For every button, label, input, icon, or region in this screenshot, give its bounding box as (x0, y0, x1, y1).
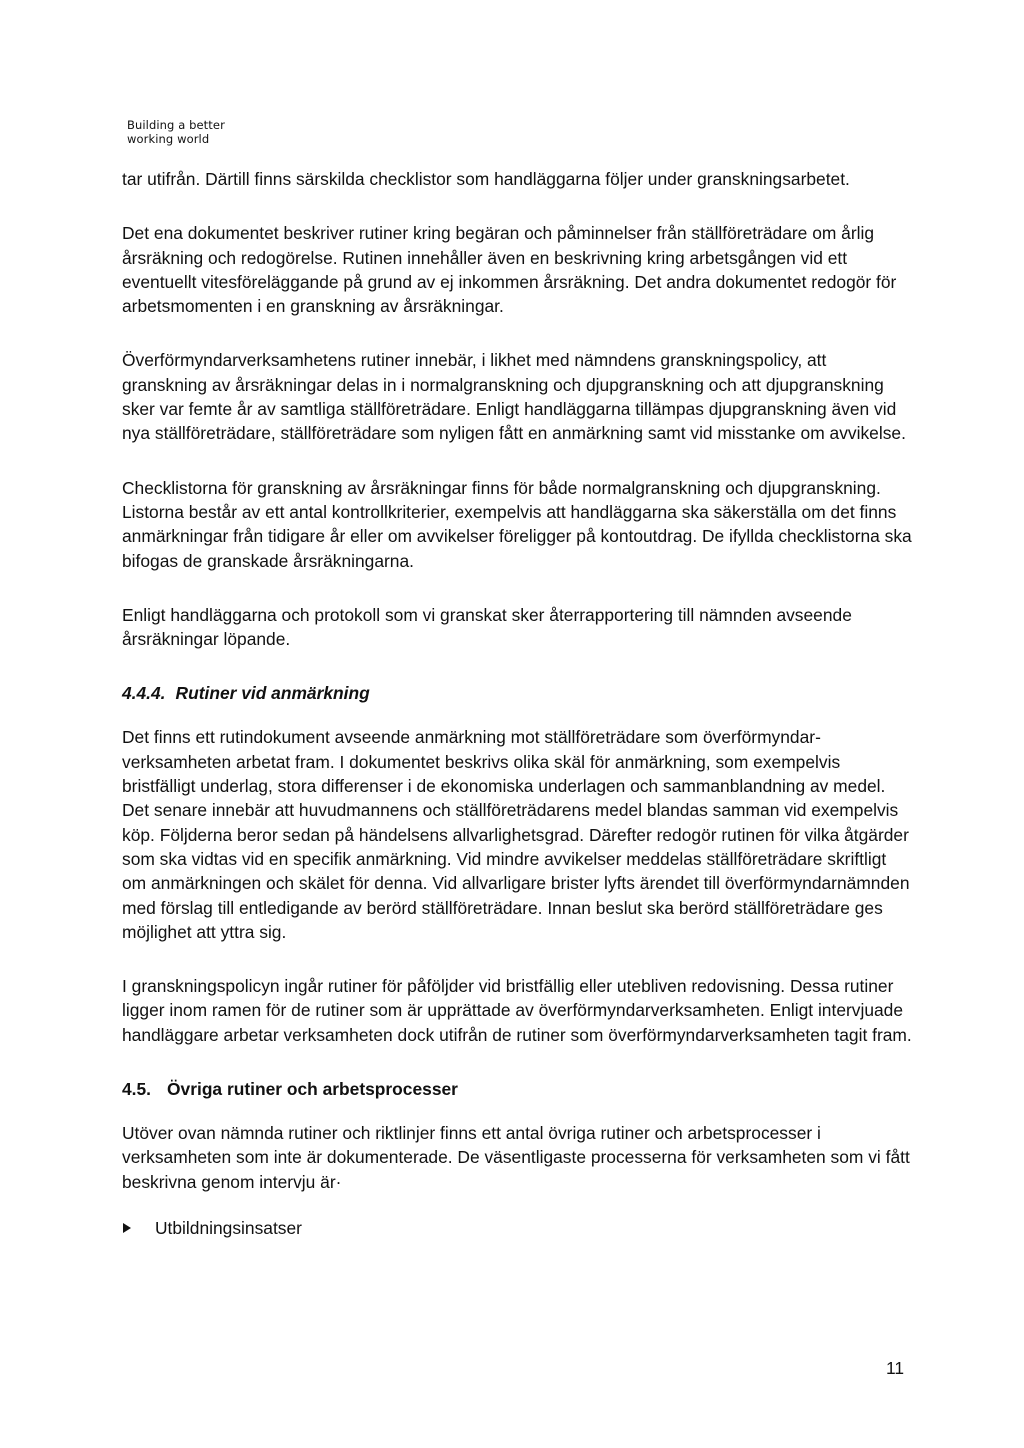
paragraph-checklists: Checklistorna för granskning av årsräkningar finns för både normalgranskning och djupgranskning. Listorna består av ett antal kontrollkriterier, exempelvis att handläggarna ska säkerställa om det finns anmärkningar från tidigare år eller om avvikelser föreligger på kontoutdrag. De ifyllda checklistorna ska bifogas de granskade årsräkningarna. (122, 477, 912, 571)
paragraph-sanctions: I granskningspolicyn ingår rutiner för påföljder vid bristfällig eller utebliven redovisning. Dessa rutiner ligger inom ramen för de rutiner som är upprättade av överförmyndarverksamheten. Enligt intervjuade handläggare arbetar verksamheten dock utifrån de rutiner som överförmyndarverksamheten tagit fram. (122, 976, 912, 1045)
section-number: 4.4.4. (122, 683, 166, 704)
section-number: 4.5. (122, 1079, 152, 1100)
section-title: Övriga rutiner och arbetsprocesser (167, 1079, 458, 1100)
paragraph-reporting: Enligt handläggarna och protokoll som vi granskat sker återrapportering till nämnden avseende årsräkningar löpande. (122, 604, 852, 650)
paragraph-intro-continuation: tar utifrån. Därtill finns särskilda checklistor som handläggarna följer under granskningsarbetet. (122, 169, 850, 189)
paragraph-remark-routine: Det finns ett rutindokument avseende anmärkning mot ställföreträdare som överförmyndarverksamheten arbetat fram. I dokumentet beskrivs olika skäl för anmärkning, som exempelvis bristfälligt underlag, stora differenser i de ekonomiska underlagen och sammanblandning av medel. Det senare innebär att huvudmannens och ställföreträdarens medel blandas samman vid exempelvis köp. Följderna beror sedan på händelsens allvarlighetsgrad. Därefter redogör rutinen för vilka åtgärder som ska vidtas vid en specifik anmärkning. Vid mindre avvikelser meddelas ställföreträdare skriftligt om anmärkningen och skälet för denna. Vid allvarligare brister lyfts ärendet till överförmyndarnämnden med förslag till entledigande av berörd ställföreträdare. Innan beslut ska berörd ställföreträdare ges möjlighet att yttra sig. (122, 727, 910, 942)
list-item (122, 1216, 912, 1240)
tagline-line-1: Building a better (127, 118, 225, 132)
section-title: Rutiner vid anmärkning (175, 683, 370, 704)
header-tagline (127, 118, 327, 146)
list-item-label: Utbildningsinsatser (155, 1217, 302, 1238)
tagline-line-2: working world (127, 132, 210, 146)
paragraph-audit-routines: Överförmyndarverksamhetens rutiner innebär, i likhet med nämndens granskningspolicy, att granskning av årsräkningar delas in i normalgranskning och djupgranskning och att djupgranskning sker var femte år av samtliga ställföreträdare. Enligt handläggarna tillämpas djupgranskning även vid nya ställföreträdare, ställföreträdare som nyligen fått en anmärkning samt vid misstanke om avvikelse. (122, 350, 906, 444)
triangle-bullet-icon (123, 1223, 131, 1233)
document-body (122, 167, 912, 1240)
section-heading-4-5 (122, 1077, 912, 1101)
page-number: 11 (885, 1358, 904, 1378)
section-heading-4-4-4 (122, 681, 912, 705)
paragraph-other-processes: Utöver ovan nämnda rutiner och riktlinjer finns ett antal övriga rutiner och arbetsprocesser i verksamheten som inte är dokumenterade. De väsentligaste processerna för verksamheten som vi fått beskrivna genom intervju är· (122, 1123, 910, 1192)
paragraph-document-routines: Det ena dokumentet beskriver rutiner kring begäran och påminnelser från ställföreträdare om årlig årsräkning och redogörelse. Rutinen innehåller även en beskrivning kring arbetsgången vid ett eventuellt vitesföreläggande på grund av ej inkommen årsräkning. Det andra dokumentet redogör för arbetsmomenten i en granskning av årsräkningar. (122, 223, 897, 317)
